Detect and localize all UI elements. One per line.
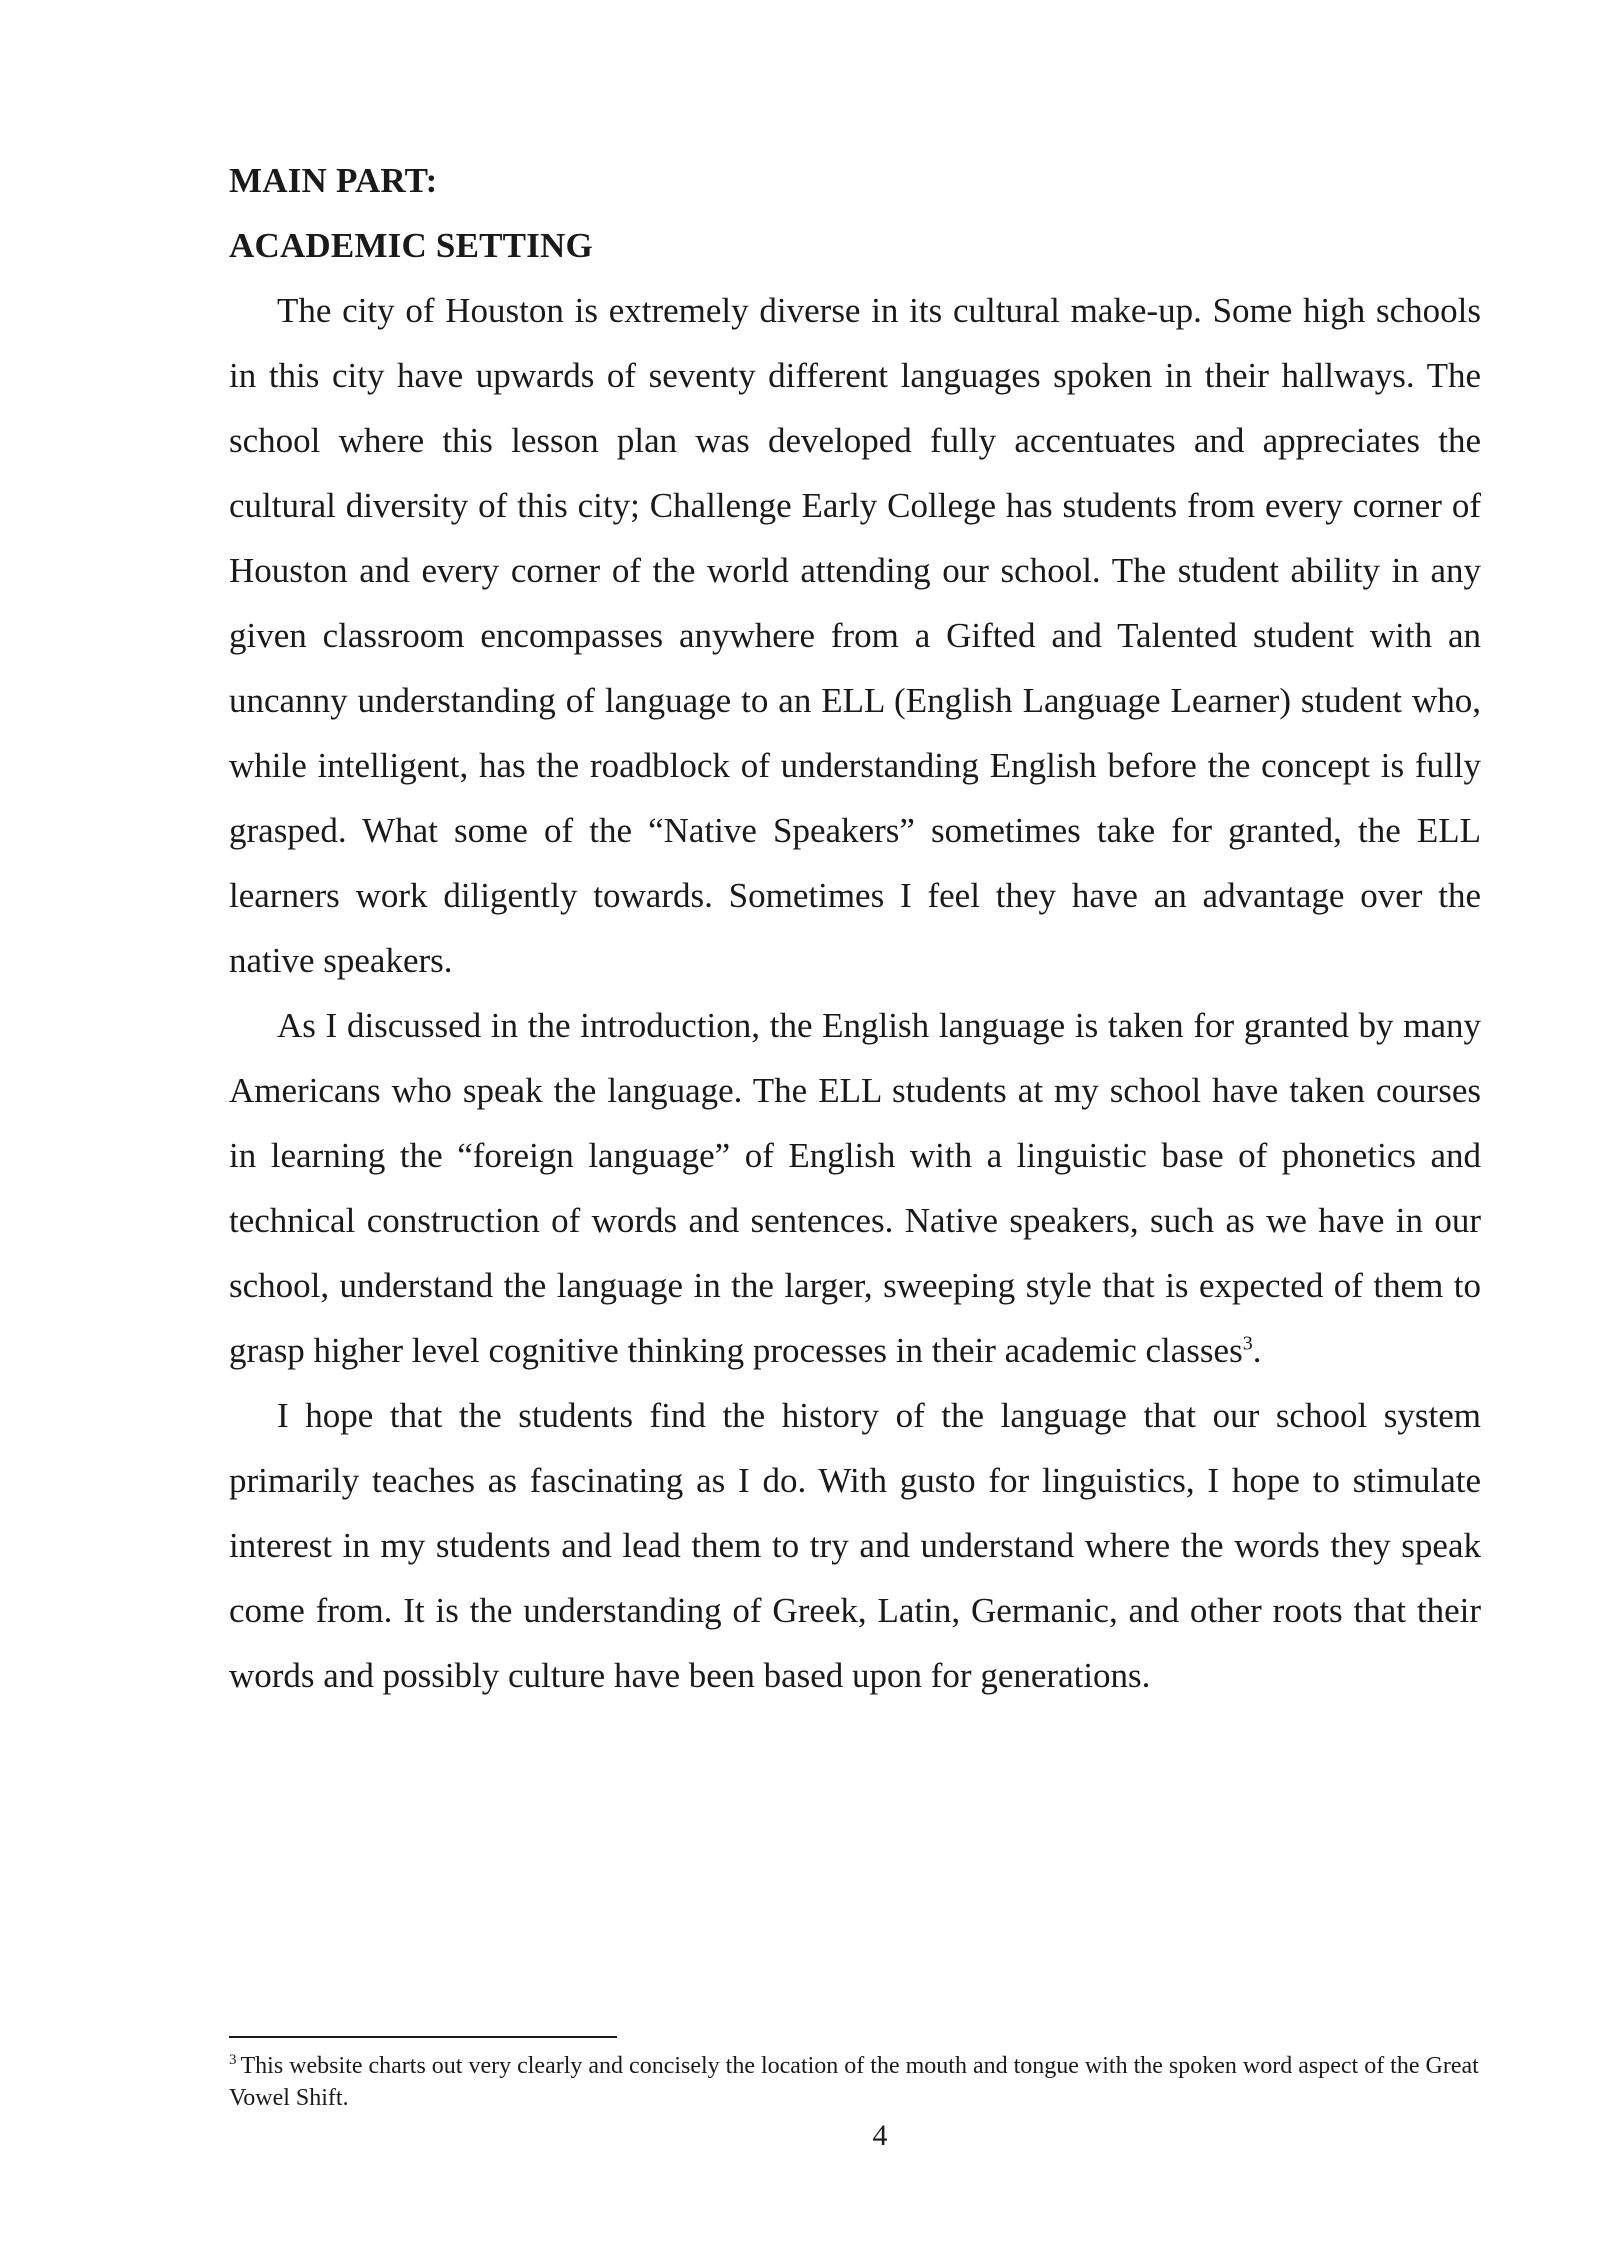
- footnote-separator: [229, 2036, 617, 2038]
- footnote: [229, 2050, 1481, 2114]
- paragraph-2-text: As I discussed in the introduction, the English language is taken for granted by many Americans who speak the language. The ELL students at my school have taken courses in learning the “foreign language” of English with a linguistic base of phonetics and technical construction of words and sentences. Native speakers, such as we have in our school, understand the language in the larger, sweeping style that is expected of them to grasp higher level cognitive thinking processes in their academic classes: [229, 1006, 1481, 1370]
- paragraph-1: The city of Houston is extremely diverse in its cultural make-up. Some high schools in this city have upwards of seventy different languages spoken in their hallways. The school where this lesson plan was developed fully accentuates and appreciates the cultural diversity of this city; Challenge Early College has students from every corner of Houston and every corner of the world attending our school. The student ability in any given classroom encompasses anywhere from a Gifted and Talented student with an uncanny understanding of language to an ELL (English Language Learner) student who, while intelligent, has the roadblock of understanding English before the concept is fully grasped. What some of the “Native Speakers” sometimes take for granted, the ELL learners work diligently towards. Sometimes I feel they have an advantage over the native speakers.: [229, 291, 1481, 980]
- paragraph-2-end: .: [1252, 1331, 1262, 1370]
- heading-main-part: MAIN PART:: [229, 161, 438, 200]
- heading-academic-setting: ACADEMIC SETTING: [229, 226, 593, 265]
- paragraph-2: [229, 993, 1481, 1383]
- footnote-marker: 3: [229, 2052, 237, 2068]
- page-number: 4: [872, 2119, 888, 2152]
- footnote-reference: 3: [1242, 1332, 1253, 1355]
- footnote-text: This website charts out very clearly and concisely the location of the mouth and tongue with the spoken word aspect of the Great Vowel Shift.: [229, 2053, 1479, 2111]
- main-content: [229, 148, 1481, 1708]
- paragraph-3: I hope that the students find the history of the language that our school system primarily teaches as fascinating as I do. With gusto for linguistics, I hope to stimulate interest in my students and lead them to try and understand where the words they speak come from. It is the understanding of Greek, Latin, Germanic, and other roots that their words and possibly culture have been based upon for generations.: [229, 1396, 1481, 1695]
